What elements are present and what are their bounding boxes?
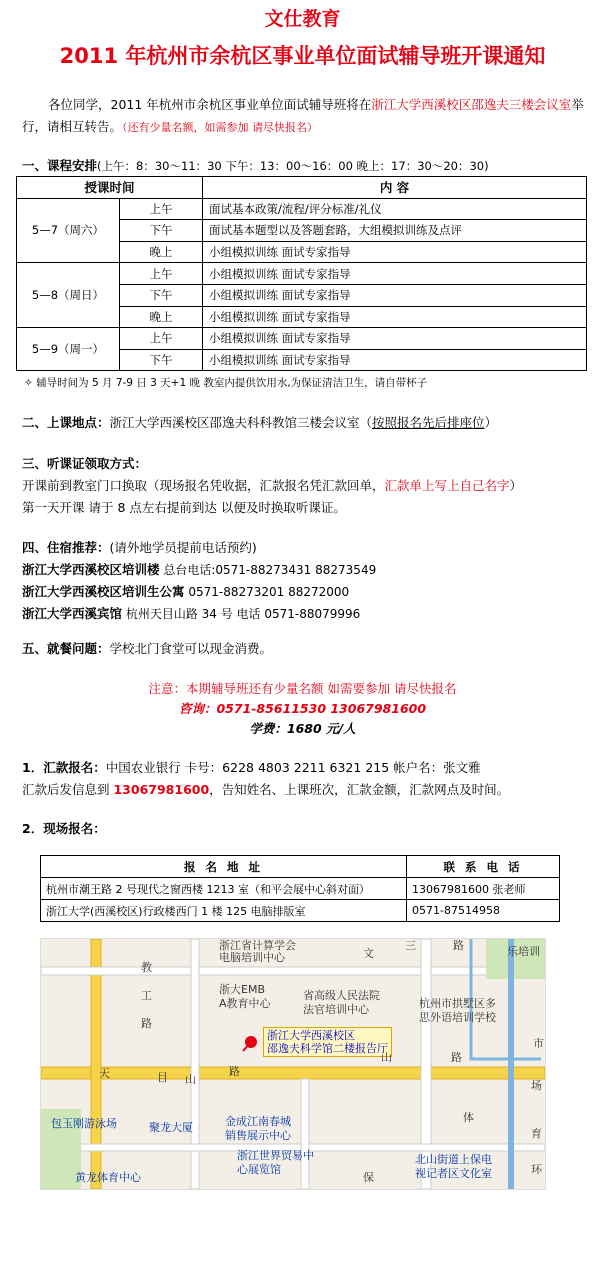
section3-line1-text: 开课前到教室门口换取（现场报名凭收据，汇款报名凭汇款回单， (22, 478, 385, 493)
section1-times: (上午：8：30～11：30 下午：13：00～16：00 晚上：17：30～20：30) (97, 159, 489, 173)
map-label: 教 (141, 961, 152, 974)
section3-line1-end: ） (509, 478, 523, 493)
registration-phone: 0571-87514958 (407, 900, 560, 922)
callout-line1: 浙江大学西溪校区 (267, 1029, 355, 1042)
road-wensan (41, 967, 545, 975)
payment-phone: 13067981600 (113, 782, 210, 797)
registration-table (40, 855, 560, 922)
map-label: 山 (185, 1073, 196, 1086)
hotel-item (22, 559, 592, 581)
hotel-name: 浙江大学西溪校区培训楼 (22, 562, 160, 577)
map-label: 聚龙大厦 (149, 1121, 193, 1134)
schedule-content: 小组模拟训练 面试专家指导 (203, 328, 587, 350)
intro-middle: 举行，请相互转告。 (22, 97, 584, 134)
map-label: 路 (453, 939, 464, 952)
hotel-item (22, 603, 592, 625)
schedule-content: 小组模拟训练 面试专家指导 (203, 284, 587, 306)
map-label: 工 (141, 989, 152, 1002)
map-label: 黄龙体育中心 (75, 1171, 141, 1184)
schedule-day: 5—8（周日） (17, 263, 120, 328)
intro-paragraph (22, 94, 584, 139)
map-label: A教育中心 (219, 997, 271, 1010)
map-label: 天 (99, 1067, 110, 1080)
section3-block (22, 453, 592, 519)
schedule-content: 面试基本题型以及答题套路，大组模拟训练及点评 (203, 220, 587, 242)
schedule-period: 晚上 (120, 241, 203, 263)
map-label: 场 (531, 1079, 542, 1092)
hotel-info: 杭州天目山路 34 号 电话 0571-88079996 (122, 607, 361, 621)
section2-line (22, 412, 592, 434)
onsite-heading: 2．现场报名： (22, 821, 106, 836)
map-label: 山 (381, 1051, 392, 1064)
section5-text: 学校北门食堂可以现金消费。 (109, 641, 273, 656)
registration-col-addr: 报 名 地 址 (41, 856, 407, 878)
payment-block (22, 757, 592, 801)
registration-addr: 杭州市潮王路 2 号现代之窗西楼 1213 室（和平会展中心斜对面） (41, 878, 407, 900)
notice-line3: 学费：1680 元/人 (249, 721, 356, 736)
notice-block (0, 679, 605, 739)
table-row (17, 263, 587, 285)
callout-line2: 邵逸夫科学馆二楼报告厅 (267, 1042, 388, 1055)
payment-line2-a: 汇款后发信息到 (22, 782, 114, 797)
payment-bank: 中国农业银行 卡号：6228 4803 2211 6321 215 帐户名：张文雅 (105, 760, 481, 775)
section4-heading: 四、住宿推荐： (22, 540, 110, 555)
map-label: 保 (363, 1171, 374, 1184)
notice-line2: 咨询：0571-85611530 13067981600 (178, 701, 427, 716)
notice-line1: 注意：本期辅导班还有少量名额 如需要参加 请尽快报名 (148, 681, 457, 696)
intro-location: 浙江大学西溪校区邵逸夫三楼会议室 (371, 97, 572, 112)
map-label: 文 (363, 947, 374, 960)
map-label: 北山街道上保电 (415, 1153, 492, 1166)
map-label: 市 (533, 1037, 544, 1050)
brand-title: 文仕教育 (264, 8, 341, 30)
schedule-period: 晚上 (120, 306, 203, 328)
section1-line (22, 155, 602, 177)
schedule-content: 面试基本政策/流程/评分标准/礼仪 (203, 198, 587, 220)
table-row (41, 900, 560, 922)
schedule-content: 小组模拟训练 面试专家指导 (203, 349, 587, 371)
map-label: 育 (531, 1127, 542, 1140)
map-label: 浙大EMB (219, 983, 265, 996)
map-callout (263, 1027, 392, 1057)
section2-heading: 二、上课地点： (22, 415, 110, 430)
map-label: 心展览馆 (237, 1163, 281, 1176)
schedule-day: 5—9（周一） (17, 328, 120, 371)
intro-note: （还有少量名额，如需参加 请尽快报名） (122, 121, 319, 134)
location-map[interactable] (40, 938, 546, 1190)
schedule-content: 小组模拟训练 面试专家指导 (203, 306, 587, 328)
map-label: 路 (229, 1065, 240, 1078)
schedule-period: 上午 (120, 328, 203, 350)
map-label: 浙江世界贸易中 (237, 1149, 314, 1162)
schedule-header-row (17, 177, 587, 199)
map-label: 杭州市拱墅区多 (419, 997, 496, 1010)
map-label: 体 (463, 1111, 474, 1124)
schedule-period: 下午 (120, 349, 203, 371)
map-label: 法官培训中心 (303, 1003, 369, 1016)
schedule-period: 上午 (120, 263, 203, 285)
intro-greeting: 各位同学，2011 年杭州市余杭区事业单位面试辅导班将在 (48, 97, 372, 112)
page-title: 2011 年杭州市余杭区事业单位面试辅导班开课通知 (59, 44, 546, 68)
schedule-period: 下午 (120, 284, 203, 306)
section5-heading: 五、就餐问题： (22, 641, 110, 656)
schedule-period: 下午 (120, 220, 203, 242)
map-label: 电脑培训中心 (219, 951, 285, 964)
schedule-day: 5—7（周六） (17, 198, 120, 263)
map-label: 乐培训 (507, 945, 540, 958)
section2-text: 浙江大学西溪校区邵逸夫科科教馆三楼会议室（ (109, 415, 373, 430)
registration-addr: 浙江大学(西溪校区)行政楼西门 1 楼 125 电脑排版室 (41, 900, 407, 922)
payment-heading: 1．汇款报名： (22, 760, 106, 775)
hotel-item (22, 581, 592, 603)
section3-heading: 三、听课证领取方式： (22, 456, 148, 471)
registration-phone: 13067981600 张老师 (407, 878, 560, 900)
map-label: 思外语培训学校 (419, 1011, 496, 1024)
map-label: 浙江省计算学会 (219, 939, 296, 952)
section5-line (22, 638, 592, 660)
schedule-table (16, 176, 587, 371)
registration-col-phone: 联 系 电 话 (407, 856, 560, 878)
schedule-period: 上午 (120, 198, 203, 220)
map-label: 路 (451, 1051, 462, 1064)
section3-line2: 第一天开课 请于 8 点左右提前到达 以便及时换取听课证。 (22, 500, 346, 515)
schedule-footnote: ✧ 辅导时间为 5 月 7-9 日 3 天+1 晚 教室内提供饮用水,为保证清洁卫生，请自带杯子 (24, 377, 428, 389)
map-label: 销售展示中心 (225, 1129, 291, 1142)
road-tianmushan (41, 1067, 545, 1079)
section2-underlined: 按照报名先后排座位 (372, 415, 485, 430)
schedule-content: 小组模拟训练 面试专家指导 (203, 263, 587, 285)
payment-line2-b: ，告知姓名、上课班次，汇款金额，汇款网点及时间。 (209, 782, 510, 797)
table-row (41, 878, 560, 900)
section4-block (22, 537, 592, 625)
map-label: 金成江南春城 (225, 1115, 291, 1128)
hotel-info: 总台电话:0571-88273431 88273549 (159, 563, 377, 577)
schedule-col-content: 内 容 (203, 177, 587, 199)
map-label: 视记者区文化室 (415, 1167, 492, 1180)
section1-heading: 一、课程安排 (22, 158, 98, 173)
registration-header-row (41, 856, 560, 878)
map-label: 路 (141, 1017, 152, 1030)
map-label: 目 (157, 1071, 168, 1084)
table-row (17, 198, 587, 220)
hotel-info: 0571-88273201 88272000 (184, 585, 350, 599)
schedule-col-time: 授课时间 (17, 177, 203, 199)
map-label: 三 (405, 939, 416, 952)
map-label: 环 (531, 1163, 542, 1176)
road-south-mid (301, 1079, 309, 1189)
section3-line1 (22, 475, 592, 497)
hotel-name: 浙江大学西溪校区培训生公寓 (22, 584, 185, 599)
map-label: 省高级人民法院 (303, 989, 380, 1002)
section2-close: ） (484, 415, 498, 430)
table-row (17, 328, 587, 350)
hotel-name: 浙江大学西溪宾馆 (22, 606, 123, 621)
map-label: 包玉刚游泳场 (51, 1117, 117, 1130)
schedule-content: 小组模拟训练 面试专家指导 (203, 241, 587, 263)
section4-sub: (请外地学员提前电话预约) (109, 540, 257, 555)
section3-line1-red: 汇款单上写上自己名字 (384, 478, 510, 493)
